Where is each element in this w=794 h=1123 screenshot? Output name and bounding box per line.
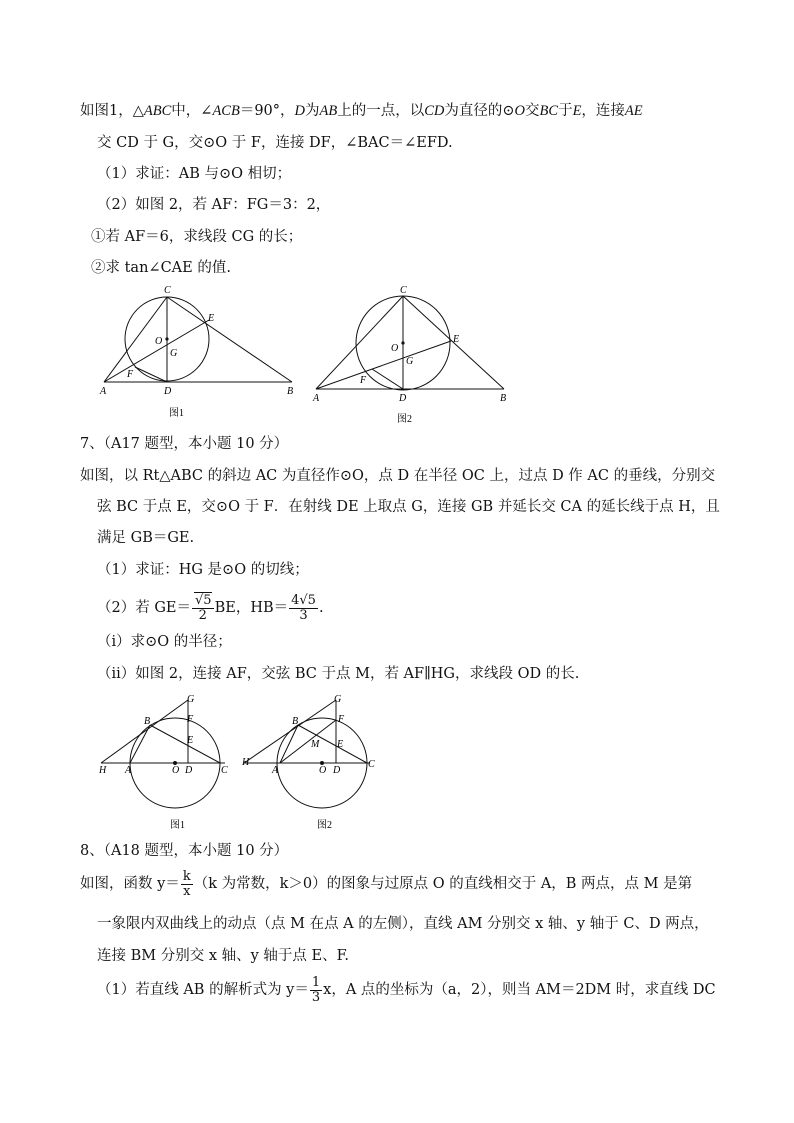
p7-fig1-label-d: D [185,765,193,776]
p7-question-i: （i）求⊙O 的半径； [97,634,232,650]
p7-fig2-line-ab [280,725,298,763]
p7-fig1-label-o: O [172,765,180,776]
p6-question-2: （2）如图 2，若 AF：FG＝3：2， [97,197,331,213]
p7-fig2-label-h: H [242,757,250,768]
p6-fig1-line-bc [167,297,292,382]
p7-fig2-label-m: M [311,739,320,750]
p6-fig2-label-e: E [453,334,460,345]
p7-fig1-label-c: C [221,765,228,776]
p7-header: 7、（A17 题型，本小题 10 分） [80,436,289,452]
p6-fig2-label-o: O [391,343,399,354]
p8-line-1: 如图，函数 y＝ $\frac{k}{x}$ （k 为常数，k＞0）的图象与过原点 O 的直线相交于 A，B 两点，点 M 是第 [80,868,693,899]
p7-question-1: （1）求证：HG 是⊙O 的切线； [97,562,309,578]
p7-fig2-label-o: O [319,765,327,776]
p7-fig2-label-e: E [337,739,344,750]
p6-line-2: 交 CD 于 G，交⊙O 于 F，连接 DF，∠BAC＝∠EFD. [97,135,453,151]
p6-fig2-caption: 图2 [397,414,412,425]
p6-fig2-label-f: F [360,375,367,386]
p7-fraction-1: $\frac{√5}{2}$ [192,594,214,623]
p6-question-1: （1）求证：AB 与⊙O 相切； [97,166,292,182]
p6-fig1-line-ae [104,320,209,382]
p7-fig1-label-h: H [99,765,107,776]
p8-line-3: 连接 BM 分别交 x 轴、y 轴于点 E、F. [97,948,350,964]
p7-fraction-2: $\frac{4√5}{3}$ [291,592,316,623]
p7-line-2: 弦 BC 于点 E，交⊙O 于 F．在射线 DE 上取点 G，连接 GB 并延长交 CA 的延长线于点 H，且 [97,499,720,515]
p6-fig1-caption: 图1 [169,408,184,419]
p6-fig1-label-c: C [164,285,171,296]
p6-fig1-label-d: D [164,386,172,397]
p7-fig2-line-bc [298,725,367,763]
p6-fig1-center-dot [165,337,168,340]
p7-fig2-label-f: F [338,714,345,725]
p7-fig1-label-g: G [187,694,195,705]
p7-line-3: 满足 GB＝GE. [97,530,195,546]
p7-fig1-caption: 图1 [170,820,185,831]
p6-line-1: 如图1，△ABC中，∠ACB＝90°，D为AB上的一点，以CD为直径的⊙O交BC于E，连接AE [80,103,643,119]
p6-question-2b: ②求 tan∠CAE 的值. [91,260,231,276]
p8-question-1: （1）若直线 AB 的解析式为 y＝ $\frac{1}{3}$ x，A 点的坐标为（a，2），则当 AM＝2DM 时，求直线 DC [97,974,716,1005]
p8-fraction-1-over-3: $\frac{1}{3}$ [311,974,321,1005]
p7-fig1-line-bc [150,725,220,763]
p6-fig2-line-df [372,369,403,389]
p6-fig1-line-df [135,367,167,382]
p7-question-2: （2）若 GE＝ $\frac{√5}{2}$ BE，HB＝ $\frac{4√5}{3}$ . [97,592,324,623]
p6-fig1-label-f: F [127,369,134,380]
p6-figure-2 [308,282,518,427]
p7-fig2-label-a: A [272,765,279,776]
p7-fig1-line-ab [130,725,150,763]
p8-line-2: 一象限内双曲线上的动点（点 M 在点 A 的左侧），直线 AM 分别交 x 轴、y 轴于 C、D 两点， [97,916,709,932]
p6-fig1-label-o: O [155,336,163,347]
p6-fig1-label-b: B [287,386,294,397]
p8-header: 8、（A18 题型，本小题 10 分） [80,843,289,859]
p6-fig2-label-d: D [399,393,407,404]
p6-question-2a: ①若 AF＝6，求线段 CG 的长； [91,229,303,245]
p6-fig2-label-b: B [500,393,507,404]
p6-fig2-label-a: A [313,393,320,404]
p6-fig2-line-ae [316,341,451,389]
p7-fig1-label-f: F [187,714,194,725]
p7-line-1: 如图，以 Rt△ABC 的斜边 AC 为直径作⊙O，点 D 在半径 OC 上，过点 D 作 AC 的垂线，分别交 [80,468,716,484]
p7-fig1-line-hg [101,700,188,763]
p6-fig2-label-g: G [406,356,414,367]
p8-fraction-k-over-x: $\frac{k}{x}$ [182,868,191,899]
p7-fig1-label-b: B [144,716,151,727]
p7-question-ii: （ii）如图 2，连接 AF，交弦 BC 于点 M，若 AF∥HG，求线段 OD 的长. [97,666,580,682]
p7-fig2-label-d: D [333,765,341,776]
p7-fig2-label-b: B [292,716,299,727]
p6-figure-1 [95,282,305,422]
p6-fig1-label-g: G [170,348,178,359]
p7-fig2-label-c: C [368,759,375,770]
p7-fig2-line-hg [244,700,336,763]
p7-fig2-label-g: G [334,694,342,705]
p7-figure-2 [238,692,388,834]
p6-fig2-center-dot [401,341,404,344]
p7-fig1-label-e: E [187,735,194,746]
p6-fig1-label-e: E [208,313,215,324]
p7-fig1-label-a: A [125,765,132,776]
p6-fig2-label-c: C [400,285,407,296]
p6-fig1-label-a: A [100,386,107,397]
p7-fig2-caption: 图2 [317,820,332,831]
p7-figure-1 [95,692,245,834]
